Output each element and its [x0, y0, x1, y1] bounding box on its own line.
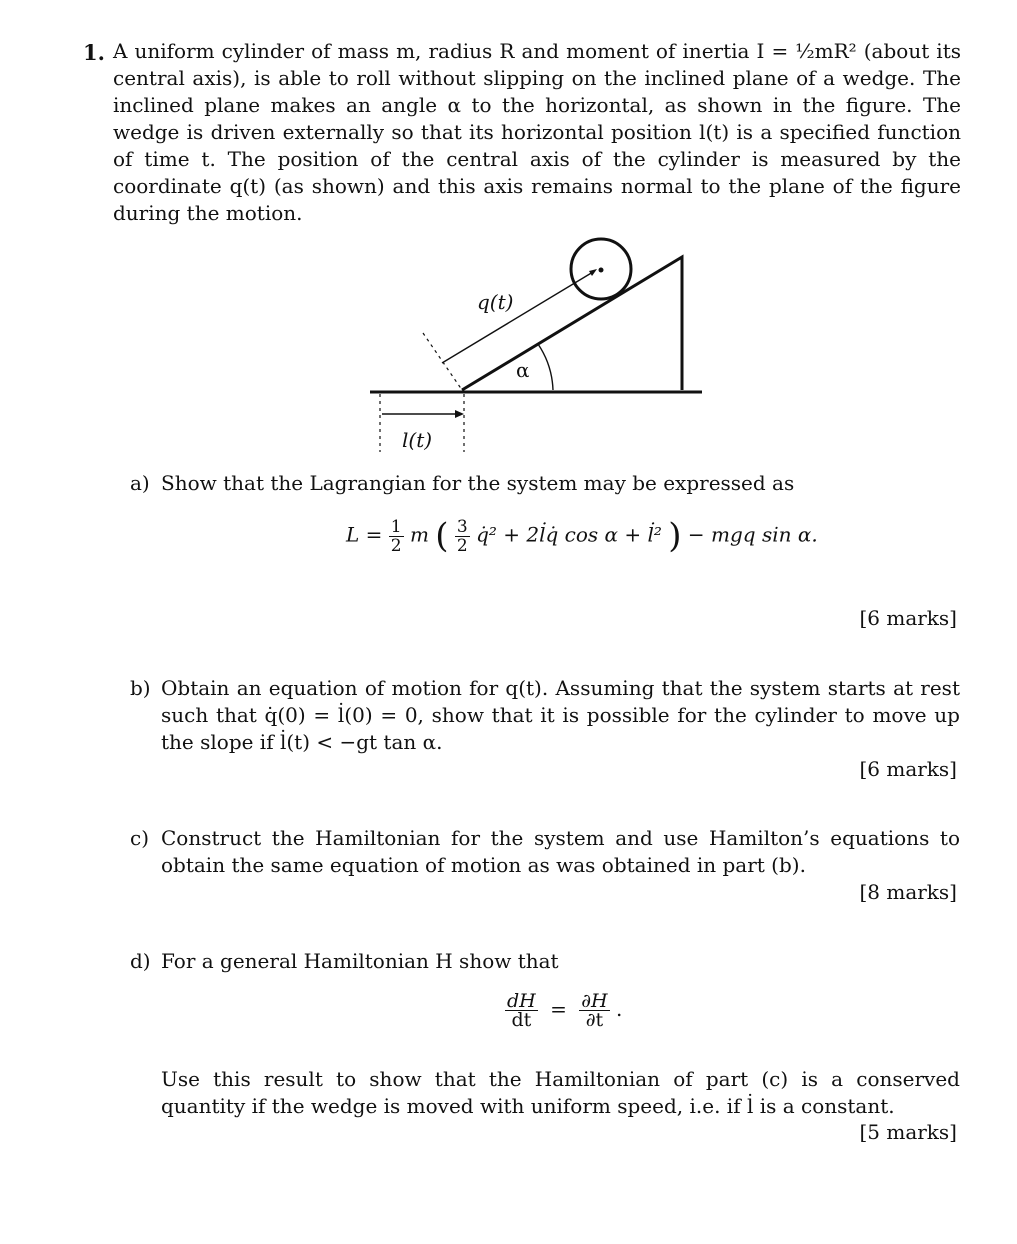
- q-label: q(t): [477, 290, 514, 314]
- eq-lhs: L =: [346, 522, 383, 547]
- eq-partialt: ∂t: [585, 1009, 604, 1031]
- hamiltonian-equation: [505, 992, 622, 1029]
- q-arrow-head: [589, 269, 597, 276]
- alpha-label: α: [516, 358, 530, 382]
- part-d: [130, 948, 960, 975]
- wedge-figure: [360, 220, 710, 460]
- question-intro: A uniform cylinder of mass m, radius R and moment of inertia I = ½mR² (about its central axis), is able to roll without slipping on the inclined plane of a wedge. The inclined plane makes an angle α to the horizontal, as shown in the figure. The wedge is driven externally so that its horizontal position l(t) is a specified function of time t. The position of the central axis of the cylinder is measured by the coordinate q(t) (as shown) and this axis remains normal to the plane of the figure during the motion.: [113, 39, 961, 225]
- part-c-text: Construct the Hamiltonian for the system and use Hamilton’s equations to obtain the same equation of motion as was obtained in part (b).: [161, 826, 960, 877]
- part-b-letter: b): [130, 676, 151, 700]
- part-c: [130, 825, 960, 879]
- part-d-text2: Use this result to show that the Hamiltonian of part (c) is a conserved quantity if the wedge is moved with uniform speed, i.e. if l̇ is a constant.: [161, 1067, 960, 1118]
- part-d-followup: [130, 1066, 960, 1120]
- eq-partialH: ∂H: [581, 990, 608, 1012]
- wedge-diagram: [360, 220, 710, 460]
- l-arrow-head: [455, 410, 464, 418]
- part-b: [130, 675, 960, 756]
- part-a-text: Show that the Lagrangian for the system may be expressed as: [161, 471, 795, 495]
- cylinder-center: [599, 268, 604, 273]
- eq-dH: dH: [507, 990, 536, 1012]
- part-a-marks: [6 marks]: [859, 606, 957, 630]
- eq-half-fraction: [389, 518, 404, 555]
- part-a-letter: a): [130, 471, 150, 495]
- eq-inner: q̇² + 2l̇q̇ cos α + l̇²: [476, 522, 662, 547]
- q-coordinate-line: [442, 272, 593, 363]
- part-d-letter: d): [130, 949, 151, 973]
- part-a: [130, 470, 960, 497]
- part-b-text: Obtain an equation of motion for q(t). Assuming that the system starts at rest such that q̇(0) = l̇(0) = 0, show that it is possible for the cylinder to move up the slope if l̇(t) < −gt tan α.: [161, 676, 960, 754]
- eq-half-num: 1: [390, 516, 402, 537]
- question-number: 1.: [83, 40, 105, 65]
- part-d-marks: [5 marks]: [859, 1120, 957, 1144]
- eq-dt: dt: [511, 1009, 532, 1031]
- part-d-text: For a general Hamiltonian H show that: [161, 949, 559, 973]
- part-c-letter: c): [130, 826, 150, 850]
- eq-three-den: 2: [456, 535, 468, 556]
- dashed-perpendicular: [423, 333, 462, 390]
- eq-three-halves: [455, 518, 470, 555]
- eq-partialHt: [579, 992, 609, 1029]
- eq-equals: =: [550, 997, 567, 1021]
- eq-half-den: 2: [390, 535, 402, 556]
- eq-three-num: 3: [456, 516, 468, 537]
- eq-m: m: [409, 522, 429, 547]
- l-label: l(t): [402, 428, 433, 452]
- lagrangian-equation: L = $\frac{1}{2}$ m ( $\frac{3}{2}$ q̇² + 2l̇q̇ cos α + l̇² ) − mgq sin α.: [346, 516, 818, 556]
- eq-tail: − mgq sin α.: [687, 522, 818, 547]
- alpha-arc: [538, 344, 553, 390]
- part-b-marks: [6 marks]: [859, 757, 957, 781]
- part-c-marks: [8 marks]: [859, 880, 957, 904]
- eq-dHdt: [505, 992, 538, 1029]
- eq-period: .: [615, 997, 623, 1021]
